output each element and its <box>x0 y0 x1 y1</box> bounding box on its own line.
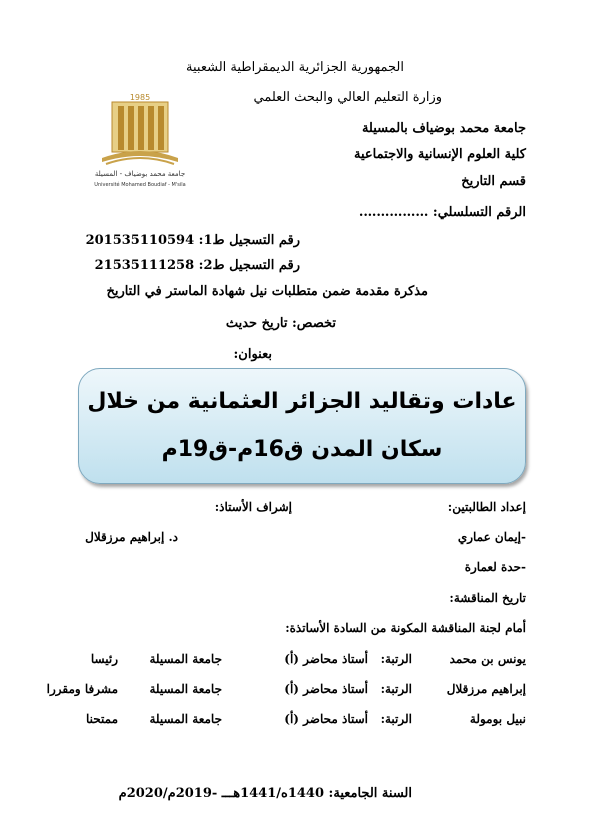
academic-year-label: السنة الجامعية: <box>328 786 412 801</box>
committee-member-university: جامعة المسيلة <box>149 682 222 696</box>
committee-rank-label: الرتبة: <box>380 682 412 696</box>
committee-member-rank: أستاذ محاضر (أ) <box>284 712 368 726</box>
republic-line: الجمهورية الجزائرية الديمقراطية الشعبية <box>186 60 404 75</box>
title-label: بعنوان: <box>233 347 272 362</box>
registration2-label: رقم التسجيل ط2: <box>198 258 300 273</box>
logo-name-ar: جامعة محمد بوضياف - المسيلة <box>94 170 186 178</box>
committee-member-university: جامعة المسيلة <box>149 712 222 726</box>
student-1: -إيمان عماري <box>457 530 526 544</box>
serial-label: الرقم التسلسلي: <box>432 205 526 220</box>
university-name: جامعة محمد بوضياف بالمسيلة <box>361 121 526 136</box>
committee-member-rank: أستاذ محاضر (أ) <box>284 652 368 666</box>
committee-rank-label: الرتبة: <box>380 712 412 726</box>
memo-statement: مذكرة مقدمة ضمن متطلبات نيل شهادة الماستر في التاريخ <box>106 284 428 299</box>
thesis-title-box <box>78 368 526 484</box>
committee-member-name: نبيل بومولة <box>469 712 526 726</box>
committee-member-role: مشرفا ومقررا <box>46 682 118 696</box>
logo-name-fr: Université Mohamed Boudiaf - M'sila <box>94 182 186 188</box>
specialty-value: تاريخ حديث <box>225 316 288 331</box>
serial-number <box>359 205 526 220</box>
thesis-title-line1: عادات وتقاليد الجزائر العثمانية من خلال <box>87 389 517 414</box>
supervisor-name: د. إبراهيم مرزقلال <box>85 530 178 544</box>
committee-rank-label: الرتبة: <box>380 652 412 666</box>
thesis-title-line2: سكان المدن ق16م-ق19م <box>161 437 443 462</box>
committee-member-university: جامعة المسيلة <box>149 652 222 666</box>
student-2: -حدة لعمارة <box>464 560 526 574</box>
prepared-by-label: إعداد الطالبتين: <box>447 500 526 514</box>
academic-year <box>119 786 412 801</box>
defense-date-label: تاريخ المناقشة: <box>449 591 526 605</box>
university-logo-icon <box>92 88 188 192</box>
specialty <box>226 316 336 331</box>
registration1-value: 201535110594 <box>85 233 195 248</box>
committee-member-name: يونس بن محمد <box>449 652 526 666</box>
faculty-name: كلية العلوم الإنسانية والاجتماعية <box>354 147 526 162</box>
committee-row <box>0 682 590 700</box>
committee-member-role: ممتحنا <box>85 712 118 726</box>
committee-member-rank: أستاذ محاضر (أ) <box>284 682 368 696</box>
academic-year-value: 1440ه/1441هـــ -2019م/2020م <box>118 786 325 801</box>
specialty-label: تخصص: <box>291 316 336 331</box>
committee-row <box>0 652 590 670</box>
serial-value: ……………. <box>358 205 429 220</box>
committee-member-name: إبراهيم مرزقلال <box>446 682 526 696</box>
department-name: قسم التاريخ <box>461 174 526 189</box>
logo-year: 1985 <box>129 93 151 102</box>
supervision-label: إشراف الأستاذ: <box>214 500 292 514</box>
registration-student1 <box>86 233 300 248</box>
registration2-value: 21535111258 <box>94 258 195 273</box>
committee-member-role: رئيسا <box>90 652 118 666</box>
committee-intro: أمام لجنة المناقشة المكونة من السادة الأساتذة: <box>285 621 526 635</box>
committee-row <box>0 712 590 730</box>
registration1-label: رقم التسجيل ط1: <box>198 233 300 248</box>
registration-student2 <box>95 258 300 273</box>
ministry-line: وزارة التعليم العالي والبحث العلمي <box>253 90 442 105</box>
